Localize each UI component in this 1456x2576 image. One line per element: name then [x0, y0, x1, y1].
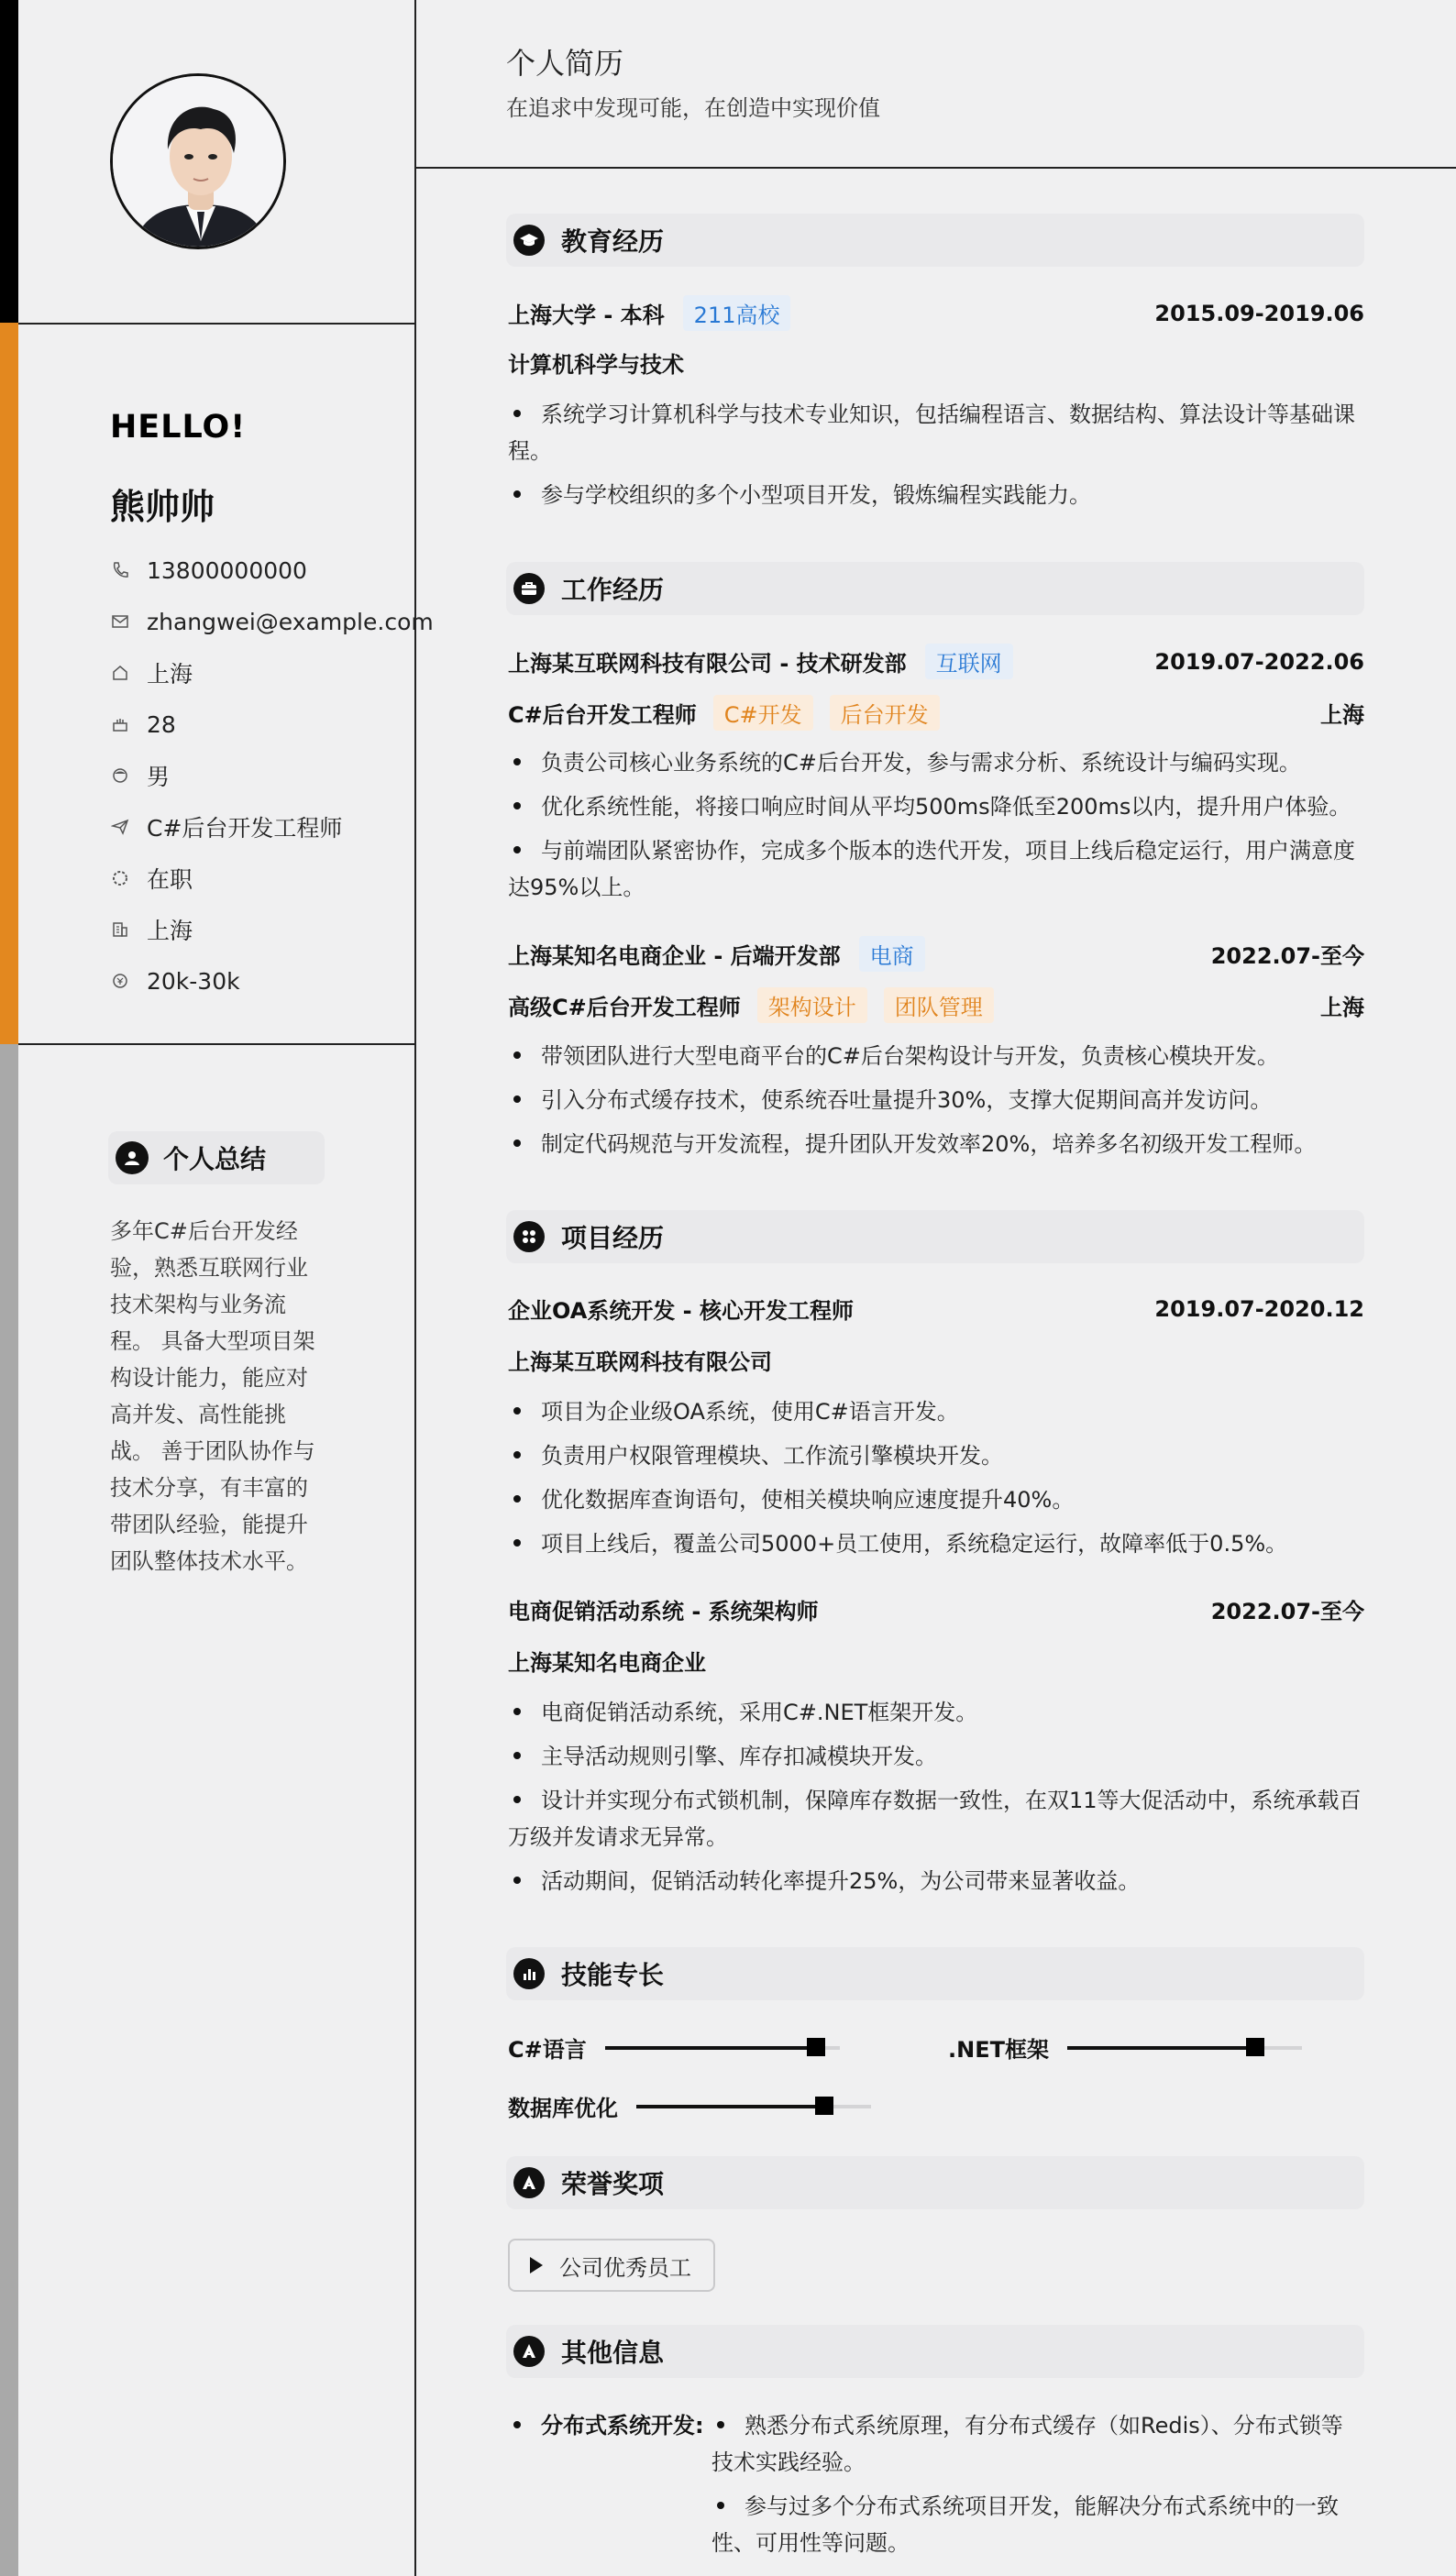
salary-icon: [110, 971, 130, 991]
list-item: 系统学习计算机科学与技术专业知识，包括编程语言、数据结构、算法设计等基础课程。: [508, 402, 1355, 464]
skill-name: C#语言: [508, 2037, 587, 2063]
play-icon: [530, 2257, 543, 2273]
header-rule: [416, 167, 1456, 169]
section-skills: [506, 1947, 1364, 2000]
contact-salary-value: 20k-30k: [147, 967, 240, 995]
status-icon: [110, 868, 130, 888]
job-header-row: [508, 644, 1364, 679]
person-name: 熊帅帅: [110, 487, 215, 527]
list-item: 设计并实现分布式锁机制，保障库存数据一致性，在双11等大促活动中，系统承载百万级并发请求无异常。: [508, 1788, 1362, 1850]
contact-age: [110, 699, 434, 750]
other-label-row: [508, 2407, 704, 2444]
project-period: 2019.07-2020.12: [1154, 1295, 1364, 1322]
skill-knob: [1246, 2038, 1264, 2056]
list-item: 主导活动规则引擎、库存扣减模块开发。: [508, 1738, 1364, 1775]
award-label: 公司优秀员工: [559, 2254, 691, 2281]
job-city: 上海: [1320, 702, 1364, 728]
project-header-row: [508, 1593, 1364, 1625]
section-education-title: 教育经历: [561, 226, 665, 257]
mail-icon: [110, 611, 130, 632]
user-icon: [116, 1141, 149, 1174]
list-item: 参与过多个分布式系统项目开发，能解决分布式系统中的一致性、可用性等问题。: [711, 2493, 1339, 2556]
home-icon: [110, 663, 130, 683]
page-title: 个人简历: [506, 46, 624, 81]
section-work: [506, 562, 1364, 615]
job-company: 上海某互联网科技有限公司 - 技术研发部: [508, 651, 907, 677]
list-item: 负责用户权限管理模块、工作流引擎模块开发。: [508, 1437, 1364, 1474]
avatar: [110, 73, 286, 249]
education-row: [508, 295, 1364, 331]
contact-phone-value: 13800000000: [147, 556, 307, 584]
contact-list: [110, 545, 434, 1007]
skill-knob: [807, 2038, 825, 2056]
contact-position: [110, 801, 434, 853]
contact-salary: [110, 955, 434, 1007]
briefcase-icon: [513, 573, 545, 604]
contact-age-value: 28: [147, 710, 176, 738]
contact-position-value: C#后台开发工程师: [147, 815, 343, 842]
contact-location-value: 上海: [147, 661, 193, 688]
section-skills-title: 技能专长: [561, 1960, 665, 1990]
skill-bar: [1067, 2046, 1302, 2050]
list-item: 项目上线后，覆盖公司5000+员工使用，系统稳定运行，故障率低于0.5%。: [508, 1525, 1364, 1562]
job-city: 上海: [1320, 995, 1364, 1020]
gender-icon: [110, 765, 130, 786]
skill-name: .NET框架: [948, 2037, 1049, 2063]
skill-knob: [815, 2097, 833, 2115]
contact-status-value: 在职: [147, 866, 193, 893]
project-name: 企业OA系统开发 - 核心开发工程师: [508, 1298, 855, 1324]
list-item: 熟悉分布式系统原理，有分布式缓存（如Redis）、分布式锁等技术实践经验。: [711, 2413, 1343, 2475]
hello-heading: HELLO!: [110, 409, 247, 446]
contact-city: [110, 904, 434, 955]
education-major: 计算机科学与技术: [508, 352, 684, 378]
other-label: 分布式系统开发:: [541, 2413, 704, 2438]
project-company: 上海某互联网科技有限公司: [508, 1349, 772, 1375]
job-period: 2022.07-至今: [1210, 943, 1364, 969]
chart-icon: [513, 1958, 545, 1989]
job-skill-tag: 架构设计: [757, 987, 867, 1023]
contact-location: [110, 647, 434, 699]
job-header-row: [508, 936, 1364, 972]
job-skill-tag: 团队管理: [884, 987, 994, 1023]
section-projects: [506, 1210, 1364, 1263]
summary-title: 个人总结: [163, 1144, 267, 1174]
section-work-title: 工作经历: [561, 575, 665, 605]
job-industry-tag: 电商: [859, 936, 925, 972]
education-period: 2015.09-2019.06: [1154, 300, 1364, 326]
contact-email-value: zhangwei@example.com: [147, 608, 434, 635]
contact-status: [110, 853, 434, 904]
job-period: 2019.07-2022.06: [1154, 648, 1364, 675]
skill-item: [508, 2090, 871, 2122]
skill-name: 数据库优化: [508, 2096, 618, 2121]
skill-bar: [636, 2105, 871, 2108]
list-item: 优化数据库查询语句，使相关模块响应速度提升40%。: [508, 1481, 1364, 1518]
sidebar-divider: [414, 0, 416, 2576]
sidebar-stripe-gray: [0, 1044, 18, 2576]
section-other-title: 其他信息: [561, 2338, 665, 2368]
award-icon: [513, 2336, 545, 2367]
list-item: 与前端团队紧密协作，完成多个版本的迭代开发，项目上线后稳定运行，用户满意度达95%以上。: [508, 838, 1355, 900]
contact-gender: [110, 750, 434, 801]
job-industry-tag: 互联网: [925, 644, 1013, 679]
project-header-row: [508, 1293, 1364, 1325]
contact-gender-value: 男: [147, 764, 171, 790]
cake-icon: [110, 714, 130, 734]
graduation-cap-icon: [513, 225, 545, 256]
sidebar-rule-top: [18, 323, 414, 325]
skill-bar: [605, 2046, 840, 2050]
section-projects-title: 项目经历: [561, 1223, 665, 1253]
list-item: 制定代码规范与开发流程，提升团队开发效率20%，培养多名初级开发工程师。: [508, 1126, 1364, 1162]
list-item: 优化系统性能，将接口响应时间从平均500ms降低至200ms以内，提升用户体验。: [508, 788, 1364, 825]
project-company-row: [508, 1645, 1364, 1677]
section-honors: [506, 2156, 1364, 2209]
project-name: 电商促销活动系统 - 系统架构师: [508, 1599, 819, 1624]
list-item: 参与学校组织的多个小型项目开发，锻炼编程实践能力。: [508, 477, 1364, 513]
page-subtitle: 在追求中发现可能，在创造中实现价值: [506, 95, 880, 121]
skill-item: [948, 2031, 1302, 2064]
award-icon: [513, 2167, 545, 2198]
award-item: [508, 2239, 715, 2292]
list-item: 引入分布式缓存技术，使系统吞吐量提升30%，支撑大促期间高并发访问。: [508, 1082, 1364, 1118]
list-item: 活动期间，促销活动转化率提升25%，为公司带来显著收益。: [508, 1863, 1364, 1899]
summary-text: 多年C#后台开发经验，熟悉互联网行业技术架构与业务流程。 具备大型项目架构设计能力，能应对高并发、高性能挑战。 善于团队协作与技术分享，有丰富的带团队经验，能提升团队整体技术水平。: [110, 1218, 315, 1574]
project-company-row: [508, 1344, 1364, 1376]
list-item: 带领团队进行大型电商平台的C#后台架构设计与开发，负责核心模块开发。: [508, 1038, 1364, 1074]
section-other: [506, 2325, 1364, 2378]
job-position-row: [508, 987, 1364, 1023]
building-icon: [110, 919, 130, 940]
contact-phone: [110, 545, 434, 596]
phone-icon: [110, 560, 130, 580]
education-tag: 211高校: [683, 295, 791, 331]
list-item: 电商促销活动系统，采用C#.NET框架开发。: [508, 1694, 1364, 1731]
education-school: 上海大学 - 本科: [508, 303, 665, 328]
job-skill-tag: 后台开发: [830, 695, 940, 731]
list-item: 负责公司核心业务系统的C#后台开发，参与需求分析、系统设计与编码实现。: [508, 744, 1364, 781]
job-skill-tag: C#开发: [713, 695, 813, 731]
sidebar-stripe-orange: [0, 323, 18, 1044]
job-position-row: [508, 695, 1364, 731]
send-icon: [110, 817, 130, 837]
project-company: 上海某知名电商企业: [508, 1650, 706, 1676]
section-honors-title: 荣誉奖项: [561, 2169, 665, 2199]
sidebar-rule-bottom: [18, 1043, 414, 1045]
project-period: 2022.07-至今: [1210, 1599, 1364, 1624]
skill-item: [508, 2031, 840, 2064]
contact-email: [110, 596, 434, 647]
contact-city-value: 上海: [147, 918, 193, 944]
education-major-row: [508, 347, 1364, 379]
job-company: 上海某知名电商企业 - 后端开发部: [508, 943, 841, 969]
grid-icon: [513, 1221, 545, 1252]
sidebar-stripe-black: [0, 0, 18, 323]
summary-heading: [108, 1131, 325, 1184]
job-position: 高级C#后台开发工程师: [508, 995, 741, 1020]
job-position: C#后台开发工程师: [508, 702, 697, 728]
section-education: [506, 214, 1364, 267]
list-item: 项目为企业级OA系统，使用C#语言开发。: [508, 1393, 1364, 1430]
